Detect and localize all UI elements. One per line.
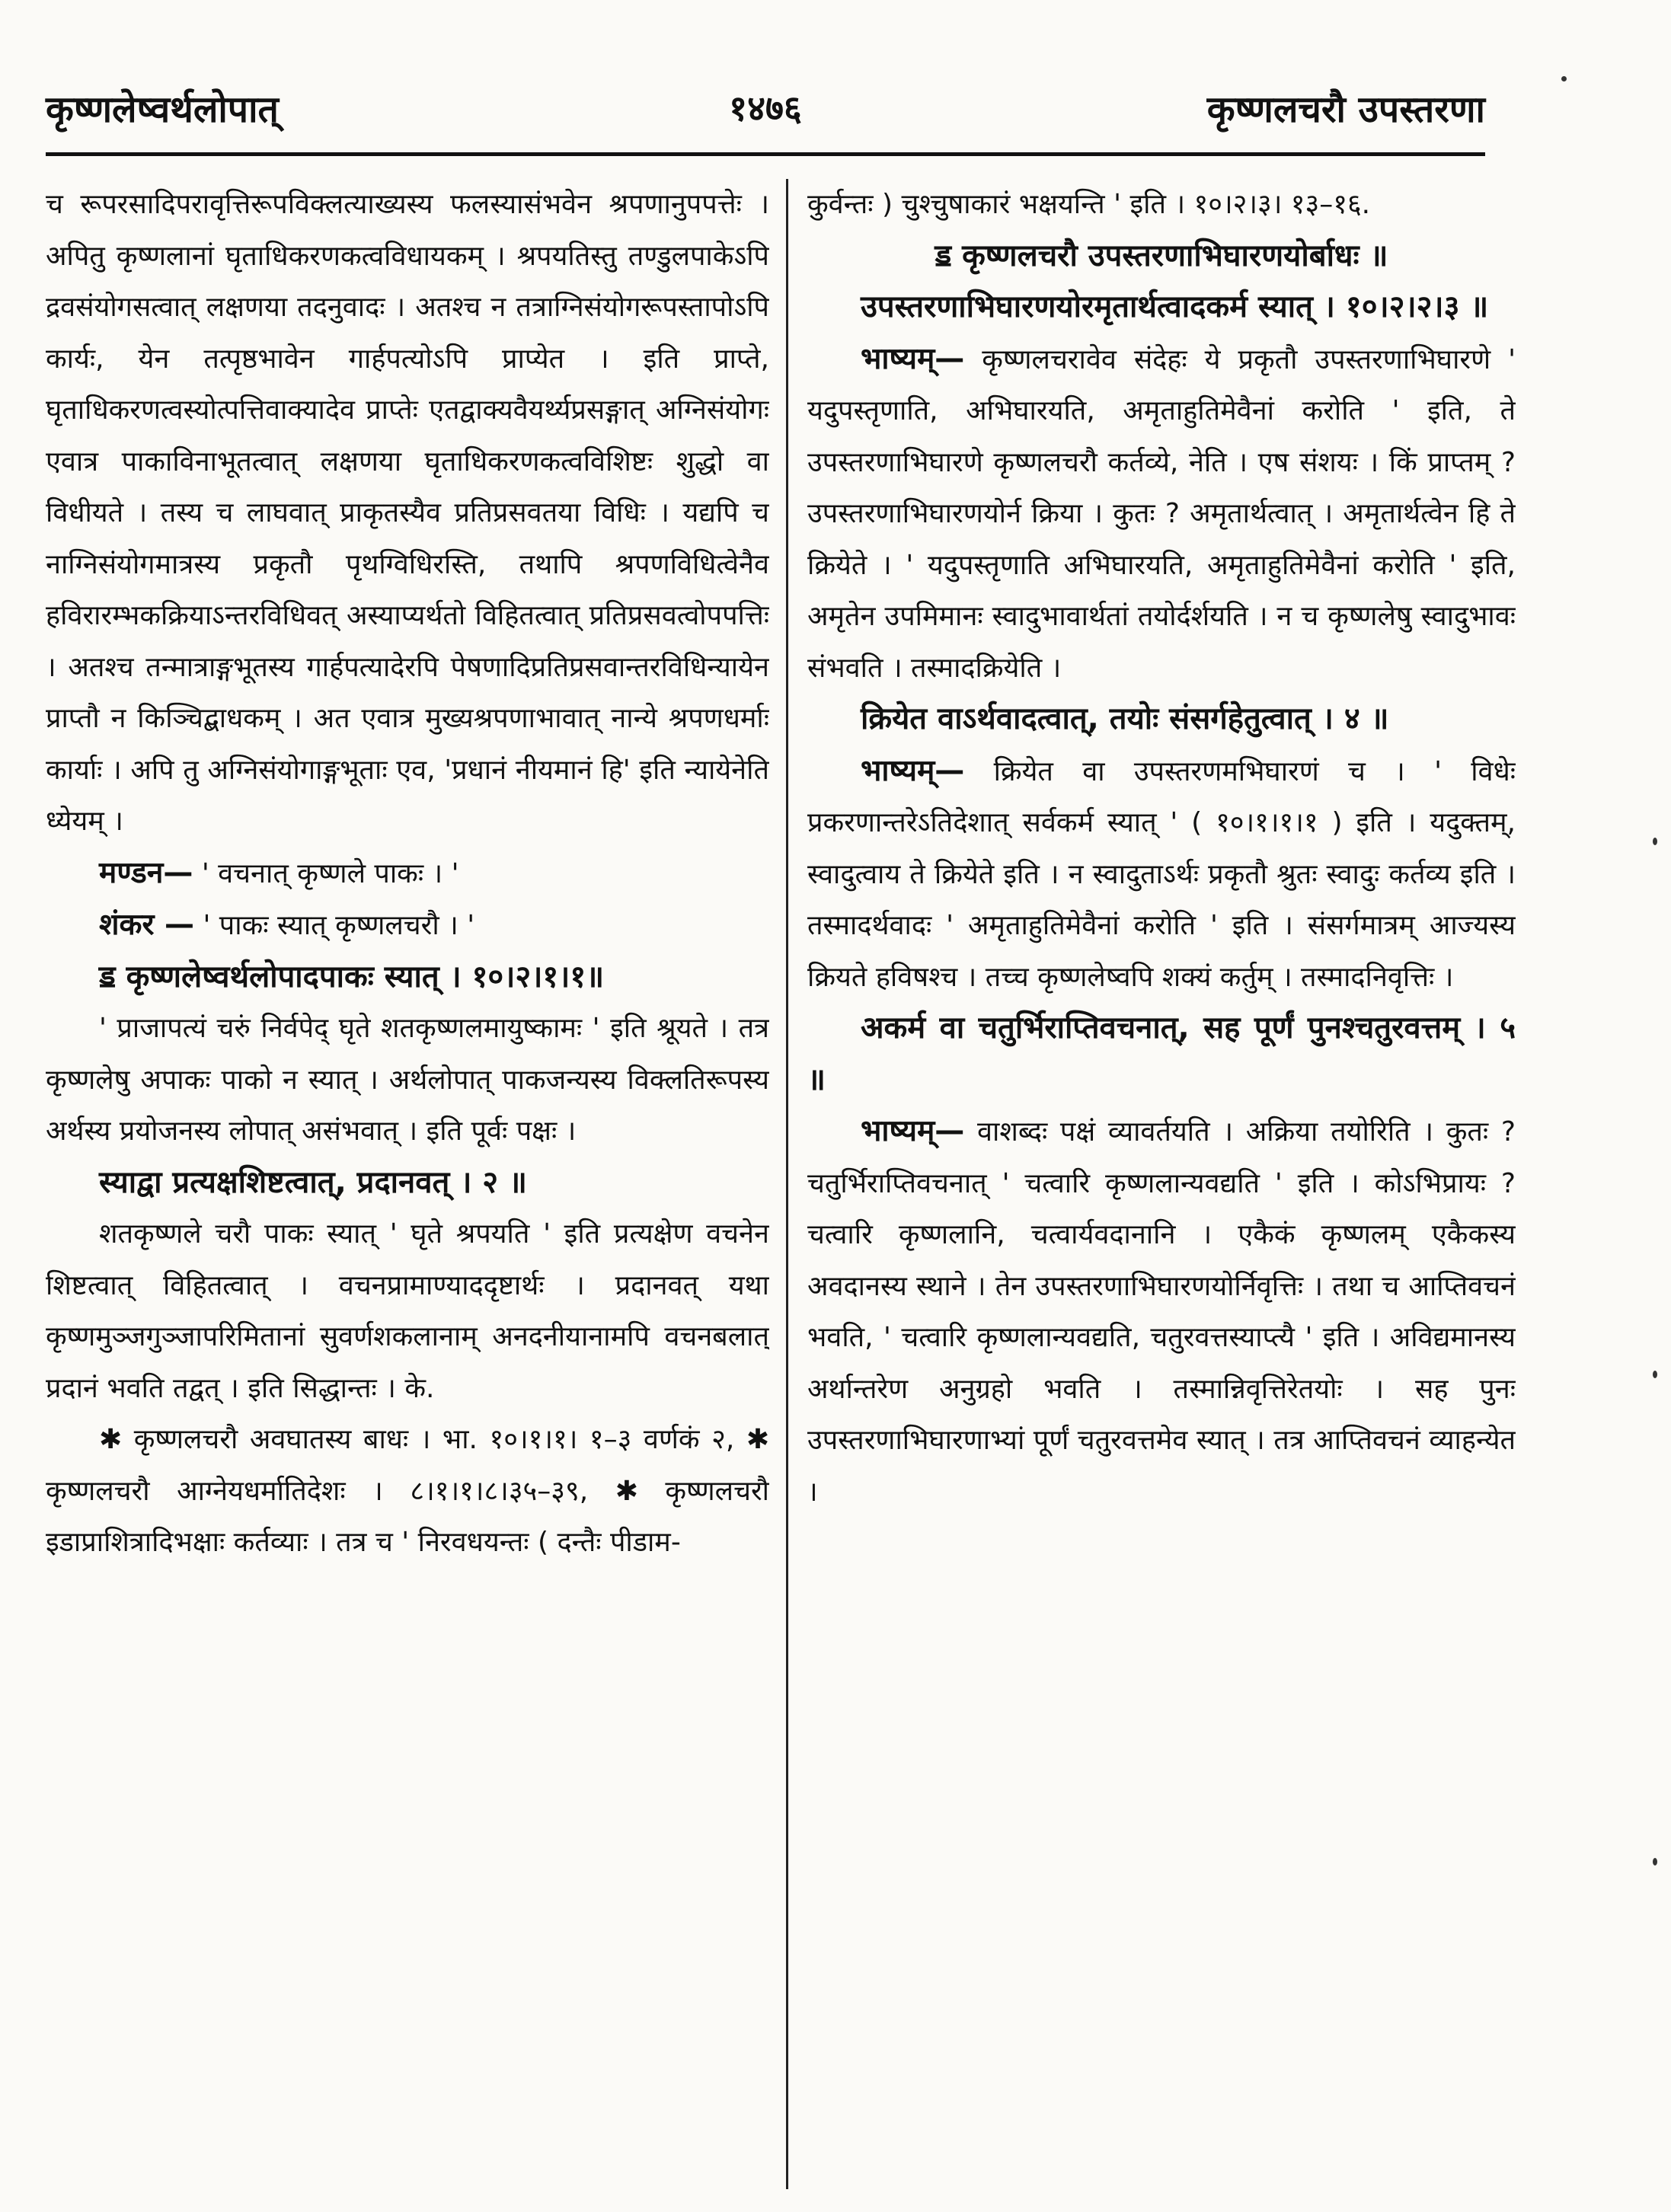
- right-column: [807, 179, 1516, 2189]
- bhashya-1-label: भाष्यम्—: [861, 341, 965, 376]
- left-paragraph-2: ' प्राजापत्यं चरुं निर्वपेद् घृते शतकृष्णलमायुष्कामः ' इति श्रूयते । तत्र कृष्णलेषु अपाकः पाको न स्यात् । अर्थलोपात् पाकजन्यस्य विक्लतिरूपस्य अर्थस्य प्रयोजनस्य लोपात् असंभवात् । इति पूर्वः पक्षः ।: [46, 1013, 769, 1147]
- left-paragraph-1: च रूपरसादिपरावृत्तिरूपविक्लत्याख्यस्य फलस्यासंभवेन श्रपणानुपपत्तेः । अपितु कृष्णलानां घृताधिकरणकत्वविधायकम् । श्रपयतिस्तु तण्डुलपाकेऽपि द्रवसंयोगसत्वात् लक्षणया तदनुवादः । अतश्च न तत्राग्निसंयोगरूपस्तापोऽपि कार्यः, येन तत्पृष्ठभावेन गार्हपत्योऽपि प्राप्येत । इति प्राप्ते, घृताधिकरणत्वस्योत्पत्तिवाक्यादेव प्राप्तेः एतद्वाक्यवैयर्थ्यप्रसङ्गात् अग्निसंयोगः एवात्र पाकाविनाभूतत्वात् लक्षणया घृताधिकरणकत्वविशिष्टः शुद्धो वा विधीयते । तस्य च लाघवात् प्राकृतस्यैव प्रतिप्रसवतया विधिः । यद्यपि च नाग्निसंयोगमात्रस्य प्रकृतौ पृथग्विधिरस्ति, तथापि श्रपणविधित्वेनैव हविरारम्भकक्रियाऽन्तरविधिवत् अस्याप्यर्थतो विहितत्वात् प्रतिप्रसवत्वोपपत्तिः । अतश्च तन्मात्राङ्गभूतस्य गार्हपत्यादेरपि पेषणादिप्रतिप्रसवान्तरविधिन्यायेन प्राप्तौ न किञ्चिद्बाधकम् । अत एवात्र मुख्यश्रपणाभावात् नान्ये श्रपणधर्माः कार्याः । अपि तु अग्निसंयोगाङ्गभूताः एव, 'प्रधानं नीयमानं हि' इति न्यायेनेति ध्येयम् ।: [46, 189, 769, 837]
- scan-speck: [1653, 838, 1657, 845]
- bhashya-3-text: वाशब्दः पक्षं व्यावर्तयति । अक्रिया तयोरिति । कुतः ? चतुर्भिराप्तिवचनात् ' चत्वारि कृष्णलान्यवद्यति ' इति । कोऽभिप्रायः ? चत्वारि कृष्णलानि, चत्वार्यवदानानि । एकैकं कृष्णलम् एकैकस्य अवदानस्य स्थाने । तेन उपस्तरणाभिघारणयोर्निवृत्तिः । तथा च आप्तिवचनं भवति, ' चत्वारि कृष्णलान्यवद्यति, चतुरवत्तस्याप्त्यै ' इति । अविद्यमानस्य अर्थान्तरेण अनुग्रहो भवति । तस्मान्निवृत्तिरेतयोः । सह पुनः उपस्तरणाभिघारणाभ्यां पूर्णं चतुरवत्तमेव स्यात् । तत्र आप्तिवचनं व्याहन्येत ।: [807, 1116, 1516, 1508]
- adhikarana-title: [807, 231, 1516, 282]
- adhikarana-title-text: कृष्णलचरौ उपस्तरणाभिघारणयोर्बाधः ॥: [962, 238, 1388, 273]
- header-right-running-title: कृष्णलचरौ उपस्तरणा: [1206, 88, 1485, 131]
- page-number: १४७६: [729, 88, 802, 129]
- bhashya-1: [807, 334, 1516, 694]
- header-left-running-title: कृष्णलेष्वर्थलोपात्: [46, 88, 279, 131]
- column-divider: [786, 179, 788, 2189]
- scan-speck: [1561, 76, 1567, 81]
- shankar-label: शंकर —: [99, 908, 195, 942]
- scan-speck: [1653, 1858, 1657, 1866]
- adhikarana-mark-icon: ॾ: [99, 959, 116, 994]
- sutra-2: स्याद्वा प्रत्यक्षशिष्टत्वात्, प्रदानवत् । २ ॥: [99, 1164, 527, 1200]
- right-paragraph-1: कुर्वन्तः ) चुश्चुषाकारं भक्षयन्ति ' इति । १०।२।३। १३–१६.: [807, 189, 1371, 220]
- bhashya-2: [807, 745, 1516, 1004]
- header-rule: [46, 152, 1485, 156]
- left-paragraph-3: शतकृष्णले चरौ पाकः स्यात् ' घृते श्रपयति ' इति प्रत्यक्षेण वचनेन शिष्टत्वात् विहितत्वात् । वचनप्रामाण्याददृष्टार्थः । प्रदानवत् यथा कृष्णमुञ्जगुञ्जापरिमितानां सुवर्णशकलानाम् अनदनीयानामपि वचनबलात् प्रदानं भवति तद्वत् । इति सिद्धान्तः । के.: [46, 1218, 769, 1404]
- sutra-4: क्रियेत वाऽर्थवादत्वात्, तयोः संसर्गहेतुत्वात् । ४ ॥: [861, 701, 1389, 736]
- left-column: [46, 179, 769, 2189]
- sutra-5: अकर्म वा चतुर्भिराप्तिवचनात्, सह पूर्णं पुनश्चतुरवत्तम् । ५ ॥: [807, 1010, 1516, 1097]
- scan-speck: [1653, 1371, 1657, 1378]
- sutra-1-text: कृष्णलेष्वर्थलोपादपाकः स्यात् । १०।२।१।१॥: [126, 959, 605, 994]
- bhashya-2-label: भाष्यम्—: [861, 753, 965, 788]
- mandan-opinion: [46, 847, 769, 900]
- bhashya-2-text: क्रियेत वा उपस्तरणमभिघारणं च । ' विधेः प्रकरणान्तरेऽतिदेशात् सर्वकर्म स्यात् ' ( १०।१।१।१ ) इति । यदुक्तम्, स्वादुत्वाय ते क्रियेते इति । न स्वादुताऽर्थः प्रकृतौ श्रुतः स्वादुः कर्तव्य इति । तस्मादर्थवादः ' अमृताहुतिमेवैनां करोति ' इति । संसर्गमात्रम् आज्यस्य क्रियते हविषश्च । तच्च कृष्णलेष्वपि शक्यं कर्तुम् । तस्मादनिवृत्तिः ।: [807, 755, 1516, 993]
- bhashya-1-text: कृष्णलचरावेव संदेहः ये प्रकृतौ उपस्तरणाभिघारणे ' यदुपस्तृणाति, अभिघारयति, अमृताहुतिमेवैनां करोति ' इति, ते उपस्तरणाभिघारणे कृष्णलचरौ कर्तव्ये, नेति । एष संशयः । किं प्राप्तम् ? उपस्तरणाभिघारणयोर्न क्रिया । कुतः ? अमृतार्थत्वात् । अमृतार्थत्वेन हि ते क्रियेते । ' यदुपस्तृणाति अभिघारयति, अमृताहुतिमेवैनां करोति ' इति, अमृतेन उपमिमानः स्वादुभावार्थतां तयोर्दर्शयति । न च कृष्णलेषु स्वादुभावः संभवति । तस्मादक्रियेति ।: [807, 343, 1516, 684]
- sutra-1: [46, 952, 769, 1004]
- shankar-text: ' पाकः स्यात् कृष्णलचरौ । ': [203, 910, 475, 941]
- adhikarana-mark-icon: ॾ: [935, 238, 952, 273]
- mandan-text: ' वचनात् कृष्णले पाकः । ': [201, 857, 459, 889]
- bhashya-3: [807, 1106, 1516, 1518]
- left-paragraph-4: ✱ कृष्णलचरौ अवघातस्य बाधः । भा. १०।१।१। १–३ वर्णकं २, ✱ कृष्णलचरौ आग्नेयधर्मातिदेशः । ८।१।१।८।३५–३९, ✱ कृष्णलचरौ इडाप्राशित्रादिभक्षाः कर्तव्याः । तत्र च ' निरवधयन्तः ( दन्तैः पीडाम-: [46, 1424, 769, 1558]
- page-header: [46, 84, 1485, 152]
- sutra-3: उपस्तरणाभिघारणयोरमृतार्थत्वादकर्म स्यात् । १०।२।२।३ ॥: [861, 289, 1489, 324]
- shankar-opinion: [46, 899, 769, 952]
- mandan-label: मण्डन—: [99, 855, 193, 890]
- bhashya-3-label: भाष्यम्—: [861, 1114, 965, 1148]
